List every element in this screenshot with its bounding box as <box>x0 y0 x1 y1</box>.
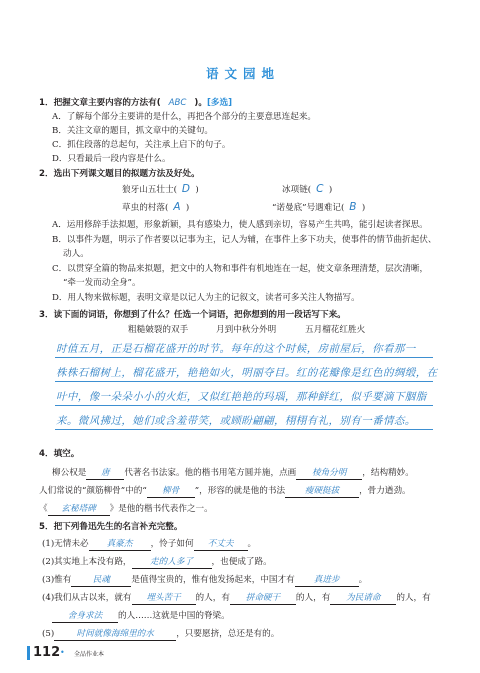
q5-line-2: (2)其实地上本没有路， 走的人多了 ，也便成了路。 <box>42 557 272 567</box>
q3-answer-line-4: 来。微风拂过，她们或含羞带笑，或顾盼翩翩，栩栩有礼，别有一番情态。 <box>56 415 416 427</box>
q1-option-c: C．抓住段落的总起句，关注承上启下的句子。 <box>52 140 231 150</box>
q3-writing-line-1 <box>55 357 433 358</box>
q5-line-3: (3)惟有 民魂 是值得宝贵的，惟有他发扬起来，中国才有 真进步 。 <box>42 575 368 585</box>
q2-item-4: “诺曼底”号遇难记( B ) <box>272 201 366 213</box>
q2-item-3: 草虫的村落( A ) <box>122 201 190 213</box>
q4-line-2: 人们常说的“颜筋柳骨”中的“ 柳骨 ”，形容的就是他的书法 瘦硬挺拔 ，骨力遒劲。 <box>39 486 411 496</box>
q5-line-1: (1)无情未必 真豪杰 ，怜子如何 不丈夫 。 <box>42 539 257 549</box>
q3-writing-line-3 <box>55 405 433 406</box>
q3-answer-line-3: 叶中，像一朵朵小小的火炬，又似红艳艳的玛瑙，那种鲜红，似乎要滴下胭脂 <box>56 391 427 403</box>
q1-stem: 1．把握文章主要内容的方法有( ABC )。[多选] <box>39 98 232 108</box>
footer-label: 全品作业本 <box>74 651 105 658</box>
q3-word-1: 粗糙皴裂的双手 <box>128 325 189 335</box>
q4-stem: 4．填空。 <box>39 449 80 459</box>
q5-stem: 5．把下列鲁迅先生的名言补充完整。 <box>39 522 183 532</box>
footer-bar <box>27 646 30 660</box>
q4-line-1: 柳公权是 唐 代著名书法家。他的楷书用笔方圆并施，点画 棱角分明 ，结构精妙。 <box>52 468 414 478</box>
q2-option-c: C．以贯穿全篇的物品来拟题，把文中的人物和事件有机地连在一起，使文章条理清楚，层次清晰， <box>52 264 429 274</box>
q1-option-d: D．只看最后一段内容是什么。 <box>52 154 171 164</box>
q3-answer-line-1: 时值五月，正是石榴花盛开的时节。每年的这个时候，房前屋后，你看那一 <box>56 343 416 355</box>
page-title: 语文园地 <box>206 66 281 81</box>
footer-dot: • <box>60 648 65 657</box>
q3-answer-line-2: 株株石榴树上，榴花盛开，艳艳如火，明丽夺目。红的花瓣像是红色的绸缎，在 <box>56 367 438 379</box>
q3-word-2: 月到中秋分外明 <box>216 325 277 335</box>
q2-option-b: B．以事件为题，明示了作者要以记事为主，记人为辅，在事件上多下功夫，使事件的情节曲折起伏、 <box>52 235 437 245</box>
q3-writing-line-2 <box>55 381 433 382</box>
q3-word-3: 五月榴花红胜火 <box>305 325 366 335</box>
q2-option-c-cont: “牵一发而动全身”。 <box>63 278 141 288</box>
q5-line-5: (5) 时间就像海绵里的水 ，只要愿挤，总还是有的。 <box>42 629 280 639</box>
q1-option-b: B．关注文章的题目，抓文章中的关键句。 <box>52 126 214 136</box>
q2-stem: 2．选出下列课文题目的拟题方法及好处。 <box>39 169 200 179</box>
q1-answer: ABC <box>168 98 187 108</box>
q3-stem: 3．读下面的词语，你想到了什么？任选一个词语，把你想到的用一段话写下来。 <box>39 310 346 320</box>
q4-line-3: 《 玄秘塔碑 》是他的楷书代表作之一。 <box>39 504 213 514</box>
q2-item-1: 狼牙山五壮士( D ) <box>122 183 199 195</box>
page-number: 112 <box>33 645 61 660</box>
q1-option-a: A．了解每个部分主要讲的是什么，再把各个部分的主要意思连起来。 <box>52 112 317 122</box>
q2-item-2: 冰项链( C ) <box>282 183 333 195</box>
q5-line-4-cont: 舍身求法 的人……这就是中国的脊梁。 <box>52 610 230 623</box>
q3-writing-line-4 <box>55 429 433 430</box>
q2-option-d: D．用人物来做标题，表明文章是以记人为主的记叙文，读者可多关注人物描写。 <box>52 293 360 303</box>
q1-tag: [多选] <box>206 98 232 108</box>
q2-option-a: A．运用修辞手法拟题，形象新颖，具有感染力，使人感到亲切，容易产生共鸣，能引起读者探思。 <box>52 220 428 230</box>
q2-option-b-cont: 动人。 <box>63 249 89 259</box>
q5-line-4: (4)我们从古以来，就有 埋头苦干 的人，有 拼命硬干 的人，有 为民请命 的人，有 <box>42 593 431 603</box>
